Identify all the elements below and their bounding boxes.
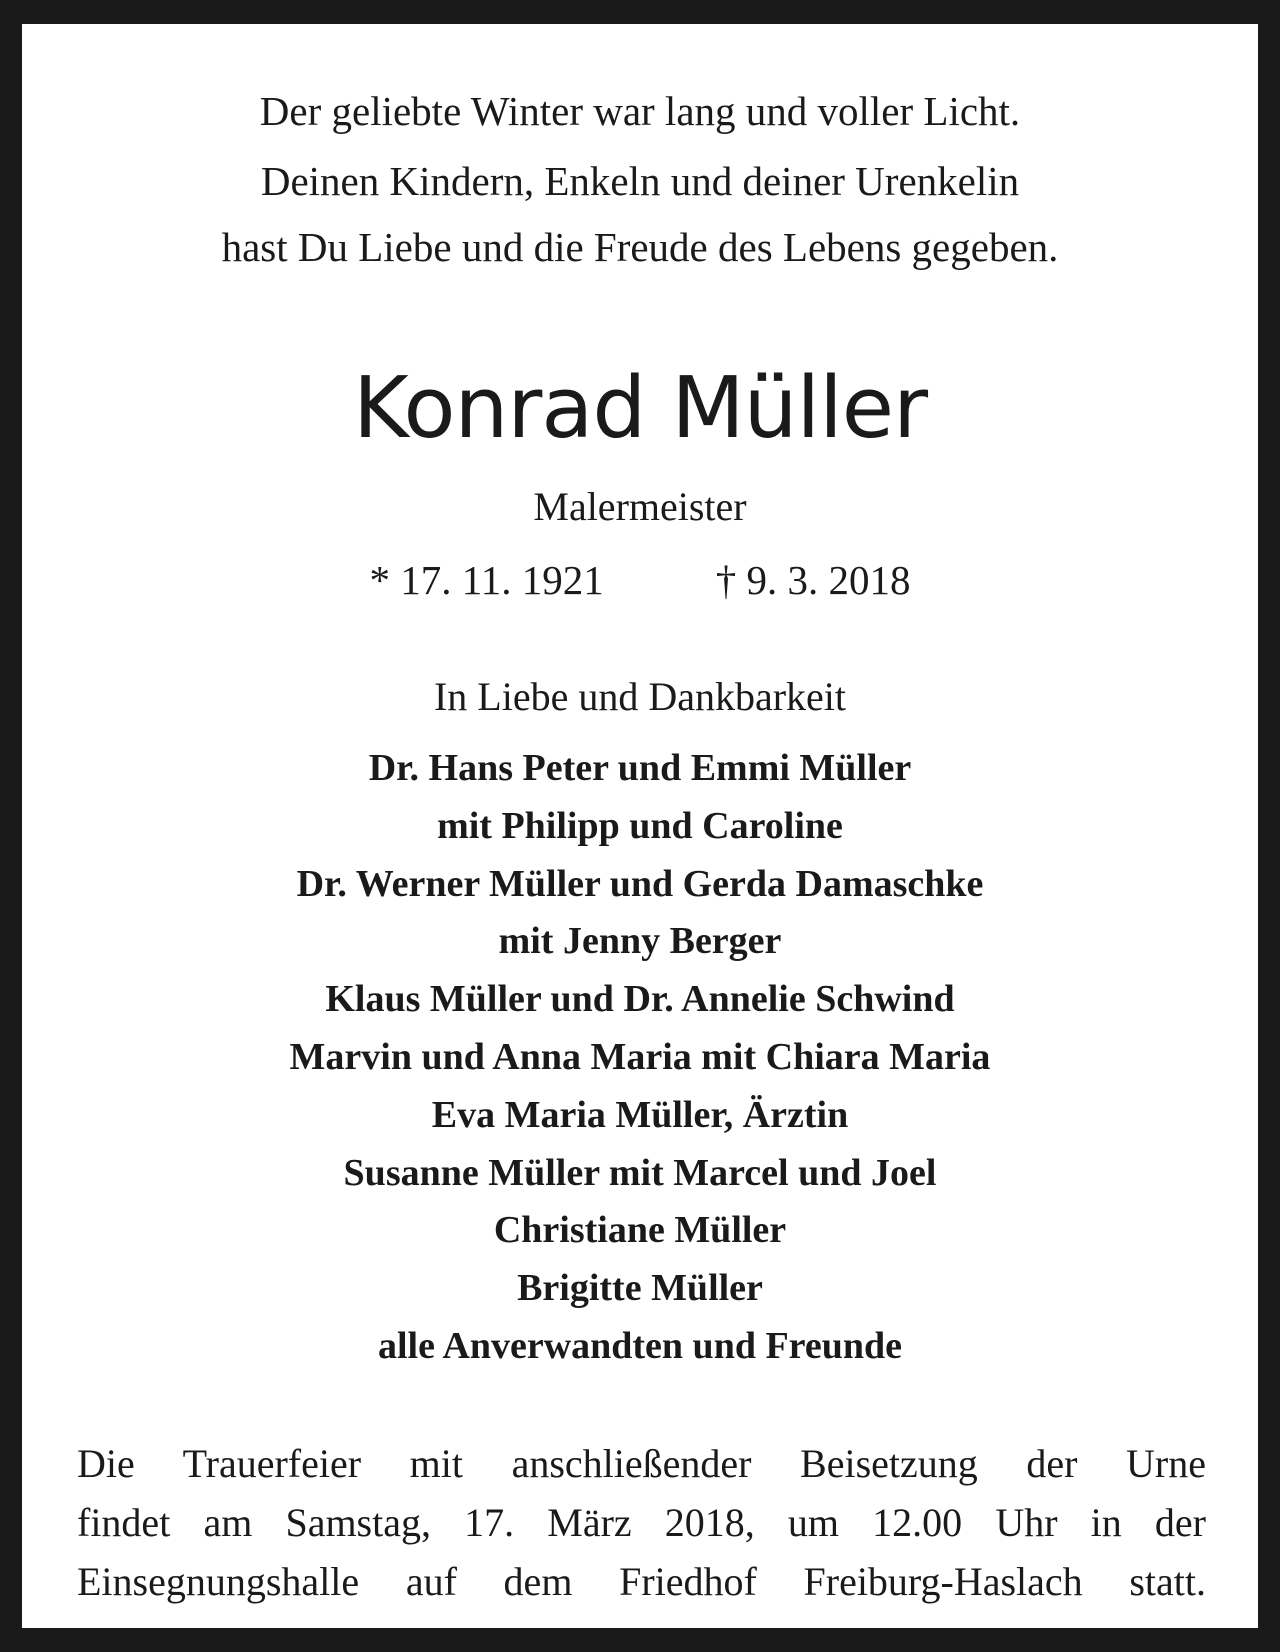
mourner-line: Brigitte Müller <box>517 1267 763 1310</box>
mourner-line: mit Philipp und Caroline <box>437 804 843 847</box>
mourner-line: Dr. Werner Müller und Gerda Damaschke <box>296 862 984 905</box>
service-line-3: Einsegnungshalle auf dem Friedhof Freiburg-Haslach statt. <box>77 1559 1206 1604</box>
obituary-notice <box>22 24 1258 1628</box>
mourner-line: alle Anverwandten und Freunde <box>378 1324 902 1367</box>
birth-date: * 17. 11. 1921 <box>369 557 604 603</box>
mourner-line: Klaus Müller und Dr. Annelie Schwind <box>325 978 955 1021</box>
mourner-line: Marvin und Anna Maria mit Chiara Maria <box>289 1035 991 1078</box>
mourner-line: Eva Maria Müller, Ärztin <box>431 1093 849 1136</box>
motto-line-2: Deinen Kindern, Enkeln und deiner Urenkelin <box>260 158 1020 204</box>
mourner-line: Dr. Hans Peter und Emmi Müller <box>368 747 912 789</box>
mourners-list <box>22 740 1258 1376</box>
death-date: † 9. 3. 2018 <box>715 557 911 603</box>
service-line-2: findet am Samstag, 17. März 2018, um 12.00 Uhr in der <box>77 1500 1206 1545</box>
mourner-line: Susanne Müller mit Marcel und Joel <box>343 1151 937 1194</box>
dedication: In Liebe und Dankbarkeit <box>433 674 847 719</box>
funeral-service-info <box>77 1434 1206 1611</box>
mourner-line: Christiane Müller <box>493 1209 787 1252</box>
motto-line-3: hast Du Liebe und die Freude des Lebens gegeben. <box>221 224 1059 270</box>
life-dates <box>22 554 1258 606</box>
deceased-name: Konrad Müller <box>352 359 928 458</box>
service-line-1: Die Trauerfeier mit anschließender Beisetzung der Urne <box>77 1441 1206 1486</box>
mourner-line: mit Jenny Berger <box>498 920 782 963</box>
motto <box>22 86 1258 272</box>
deceased-profession: Malermeister <box>533 484 747 529</box>
motto-line-1: Der geliebte Winter war lang und voller Licht. <box>259 88 1021 134</box>
